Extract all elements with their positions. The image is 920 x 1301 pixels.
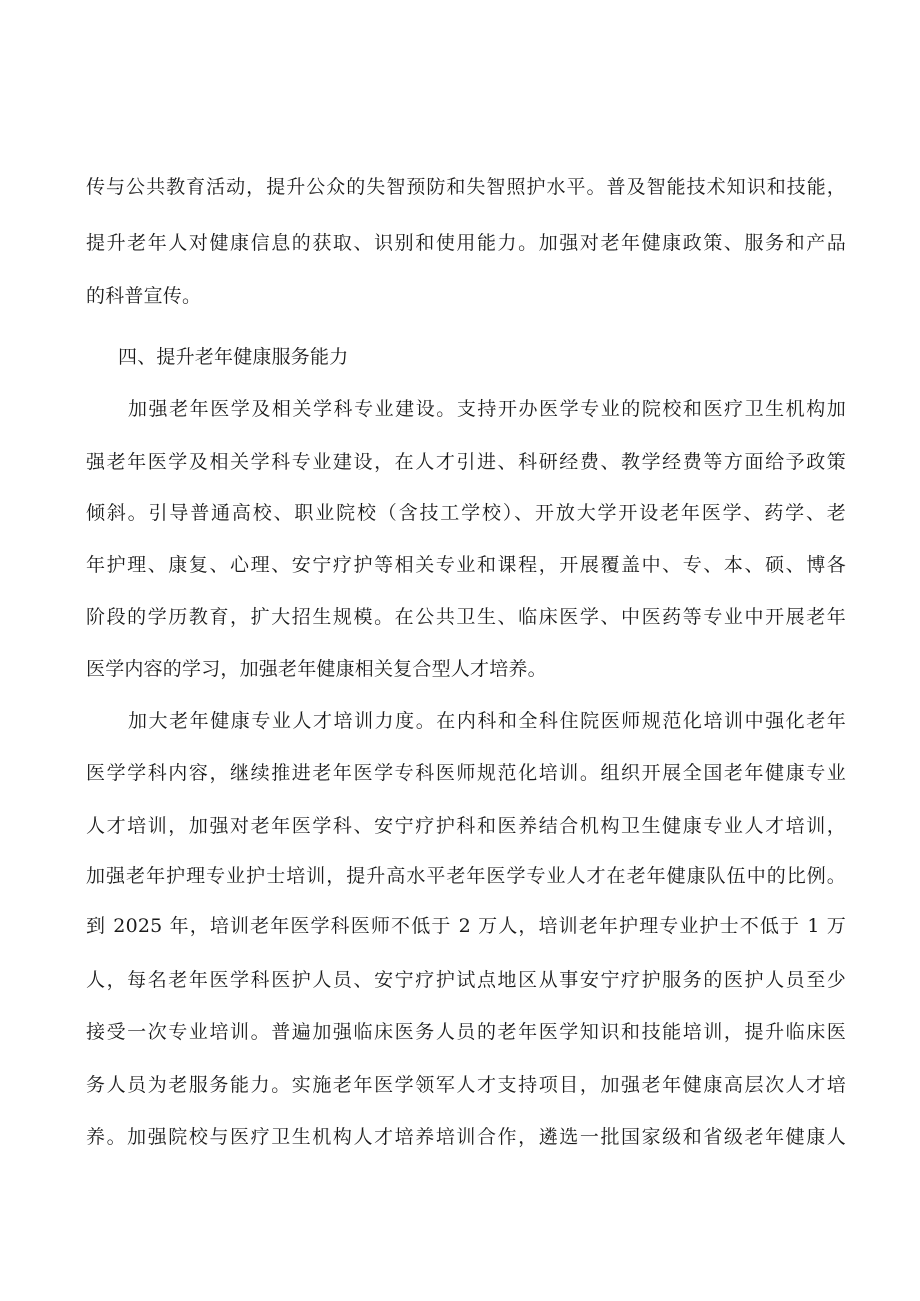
paragraph-line: 倾斜。引导普通高校、职业院校（含技工学校）、开放大学开设老年医学、药学、老: [86, 502, 846, 524]
paragraph-line: 人，每名老年医学科医护人员、安宁疗护试点地区从事安宁疗护服务的医护人员至少: [86, 969, 846, 991]
paragraph-line: 养。加强院校与医疗卫生机构人才培养培训合作，遴选一批国家级和省级老年健康人: [86, 1126, 846, 1148]
paragraph-line: 务人员为老服务能力。实施老年医学领军人才支持项目，加强老年健康高层次人才培: [86, 1074, 846, 1096]
paragraph-line: 人才培训，加强对老年医学科、安宁疗护科和医养结合机构卫生健康专业人才培训，: [86, 815, 846, 837]
paragraph-line: 加大老年健康专业人才培训力度。在内科和全科住院医师规范化培训中强化老年: [128, 710, 846, 732]
paragraph-line: 年护理、康复、心理、安宁疗护等相关专业和课程，开展覆盖中、专、本、硕、博各: [86, 554, 846, 576]
paragraph-line: 加强老年医学及相关学科专业建设。支持开办医学专业的院校和医疗卫生机构加: [128, 398, 846, 420]
paragraph-line: 传与公共教育活动，提升公众的失智预防和失智照护水平。普及智能技术知识和技能，: [86, 176, 846, 198]
paragraph-line: 提升老年人对健康信息的获取、识别和使用能力。加强对老年健康政策、服务和产品: [86, 232, 846, 254]
paragraph-line: 到 2025 年，培训老年医学科医师不低于 2 万人，培训老年护理专业护士不低于 1 万: [86, 915, 846, 937]
section-heading: 四、提升老年健康服务能力: [118, 346, 349, 368]
paragraph-line: 强老年医学及相关学科专业建设，在人才引进、科研经费、教学经费等方面给予政策: [86, 451, 846, 473]
paragraph-line: 的科普宣传。: [86, 285, 202, 307]
paragraph-line: 加强老年护理专业护士培训，提升高水平老年医学专业人才在老年健康队伍中的比例。: [86, 865, 846, 887]
paragraph-line: 医学学科内容，继续推进老年医学专科医师规范化培训。组织开展全国老年健康专业: [86, 762, 846, 784]
paragraph-line: 阶段的学历教育，扩大招生规模。在公共卫生、临床医学、中医药等专业中开展老年: [86, 606, 846, 628]
paragraph-line: 医学内容的学习，加强老年健康相关复合型人才培养。: [86, 658, 547, 680]
paragraph-line: 接受一次专业培训。普遍加强临床医务人员的老年医学知识和技能培训，提升临床医: [86, 1021, 846, 1043]
